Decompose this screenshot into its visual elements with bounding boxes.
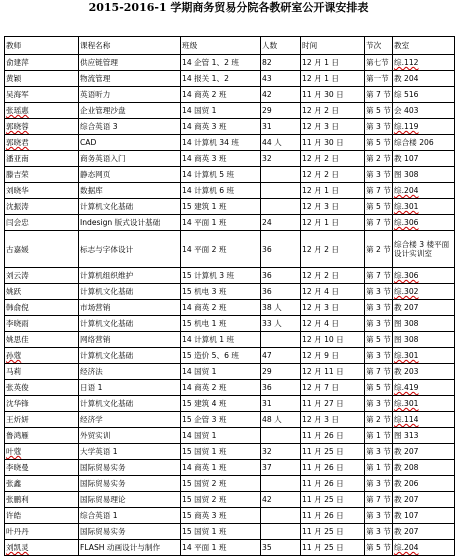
cell-class: 14 商英 3 班 (181, 151, 261, 167)
cell-teacher: 刘云涛 (5, 268, 79, 284)
cell-teacher: 马莉 (5, 364, 79, 380)
cell-class: 15 国贸 2 班 (181, 476, 261, 492)
cell-teacher: 张英俊 (5, 380, 79, 396)
cell-class: 15 国贸 1 班 (181, 444, 261, 460)
cell-room: 图 313 (393, 428, 455, 444)
cell-count: 42 (261, 87, 301, 103)
cell-course: 网络营销 (79, 332, 181, 348)
cell-time: 11 月 25 日 (301, 444, 365, 460)
cell-room: 综合楼 3 楼平面设计实训室 (393, 231, 455, 268)
cell-class: 15 企管 3 班 (181, 412, 261, 428)
cell-class: 15 建筑 1 班 (181, 199, 261, 215)
cell-period: 第 2 节 (365, 412, 393, 428)
cell-count: 36 (261, 380, 301, 396)
cell-count (261, 199, 301, 215)
cell-teacher: 郭晓君 (5, 135, 79, 151)
cell-time: 11 月 25 日 (301, 524, 365, 540)
cell-period: 第一节 (365, 71, 393, 87)
cell-period: 第 3 节 (365, 524, 393, 540)
cell-period: 第 3 节 (365, 348, 393, 364)
cell-class: 14 平面 1 班 (181, 540, 261, 556)
cell-teacher: 俞建萍 (5, 55, 79, 71)
cell-course: 市场营销 (79, 300, 181, 316)
cell-room: 综.306 (393, 215, 455, 231)
cell-teacher: 张瑶惠 (5, 103, 79, 119)
cell-period: 第 7 节 (365, 492, 393, 508)
table-row (5, 476, 455, 492)
cell-time: 12 月 2 日 (301, 151, 365, 167)
header-row (5, 37, 455, 55)
cell-time: 12 月 3 日 (301, 300, 365, 316)
cell-class: 15 计算机 3 班 (181, 268, 261, 284)
cell-time: 12 月 1 日 (301, 55, 365, 71)
cell-room: 教 207 (393, 300, 455, 316)
cell-room: 教 203 (393, 364, 455, 380)
cell-teacher: 鲁鸿雁 (5, 428, 79, 444)
cell-count: 38 人 (261, 300, 301, 316)
cell-class: 14 国贸 1 (181, 103, 261, 119)
cell-teacher: 刘晓华 (5, 183, 79, 199)
cell-course: 经济法 (79, 364, 181, 380)
cell-room: 会 403 (393, 103, 455, 119)
cell-teacher: 郭晓蓉 (5, 119, 79, 135)
cell-teacher: 张鑫 (5, 476, 79, 492)
table-row (5, 71, 455, 87)
table-row (5, 300, 455, 316)
cell-course: 经济学 (79, 412, 181, 428)
table-row (5, 167, 455, 183)
cell-course: 计算机组织维护 (79, 268, 181, 284)
cell-time: 12 月 2 日 (301, 231, 365, 268)
cell-class: 15 建筑 4 班 (181, 396, 261, 412)
cell-period: 第 7 节 (365, 364, 393, 380)
cell-period: 第 3 节 (365, 119, 393, 135)
table-row (5, 215, 455, 231)
document-title: 2015-2016-1 学期商务贸易分院各教研室公开课安排表 (88, 1, 369, 14)
cell-course: 日语 1 (79, 380, 181, 396)
table-row (5, 396, 455, 412)
table-row (5, 508, 455, 524)
cell-room: 综.306 (393, 268, 455, 284)
cell-period: 第 1 节 (365, 460, 393, 476)
cell-count (261, 508, 301, 524)
cell-class: 15 商英 3 班 (181, 508, 261, 524)
cell-time: 11 月 26 日 (301, 460, 365, 476)
cell-count: 24 (261, 215, 301, 231)
cell-teacher: 李晓曼 (5, 460, 79, 476)
table-row (5, 444, 455, 460)
cell-teacher: 叶蔻 (5, 444, 79, 460)
cell-course: 静态网页 (79, 167, 181, 183)
cell-count: 37 (261, 460, 301, 476)
cell-course: CAD (79, 135, 181, 151)
cell-class: 14 商英 2 班 (181, 300, 261, 316)
cell-room: 综.301 (393, 199, 455, 215)
cell-time: 12 月 1 日 (301, 215, 365, 231)
cell-room: 综合楼 206 (393, 135, 455, 151)
cell-period: 第 7 节 (365, 183, 393, 199)
cell-course: 计算机文化基础 (79, 396, 181, 412)
cell-period: 第 7 节 (365, 215, 393, 231)
cell-period: 第 3 节 (365, 316, 393, 332)
cell-count (261, 524, 301, 540)
cell-class: 15 造价 5、6 班 (181, 348, 261, 364)
cell-period: 第 3 节 (365, 167, 393, 183)
cell-room: 教 107 (393, 508, 455, 524)
cell-course: 企业管理沙盘 (79, 103, 181, 119)
table-row (5, 460, 455, 476)
table-row (5, 428, 455, 444)
cell-teacher: 潘亚南 (5, 151, 79, 167)
cell-course: 商务英语入门 (79, 151, 181, 167)
cell-time: 11 月 27 日 (301, 396, 365, 412)
cell-course: 国际贸易理论 (79, 492, 181, 508)
cell-period: 第 1 节 (365, 428, 393, 444)
table-row (5, 135, 455, 151)
cell-course: 综合英语 3 (79, 119, 181, 135)
cell-teacher: 韩俞倪 (5, 300, 79, 316)
header-room: 教室 (393, 37, 455, 55)
cell-room: 综.301 (393, 396, 455, 412)
cell-teacher: 张鹏利 (5, 492, 79, 508)
cell-period: 第 3 节 (365, 396, 393, 412)
cell-class: 14 国贸 1 (181, 428, 261, 444)
cell-teacher: 李晓雨 (5, 316, 79, 332)
cell-time: 12 月 3 日 (301, 119, 365, 135)
cell-course: 计算机文化基础 (79, 348, 181, 364)
table-row (5, 348, 455, 364)
cell-count: 47 (261, 348, 301, 364)
cell-room: 综.204 (393, 183, 455, 199)
cell-time: 12 月 3 日 (301, 199, 365, 215)
header-course: 课程名称 (79, 37, 181, 55)
cell-period: 第 2 节 (365, 151, 393, 167)
cell-time: 11 月 30 日 (301, 87, 365, 103)
cell-period: 第 5 节 (365, 332, 393, 348)
cell-time: 12 月 3 日 (301, 412, 365, 428)
cell-course: Indesign 版式设计基础 (79, 215, 181, 231)
cell-time: 12 月 1 日 (301, 71, 365, 87)
table-row (5, 284, 455, 300)
header-teacher: 教师 (5, 37, 79, 55)
cell-time: 12 月 4 日 (301, 284, 365, 300)
cell-time: 11 月 30 日 (301, 135, 365, 151)
cell-time: 12 月 7 日 (301, 380, 365, 396)
cell-teacher: 沈振涛 (5, 199, 79, 215)
table-row (5, 332, 455, 348)
cell-count: 29 (261, 364, 301, 380)
cell-room: 教 206 (393, 476, 455, 492)
cell-count: 82 (261, 55, 301, 71)
table-row (5, 524, 455, 540)
cell-room: 综.204 (393, 540, 455, 556)
cell-course: 标志与字体设计 (79, 231, 181, 268)
cell-time: 11 月 26 日 (301, 476, 365, 492)
cell-class: 14 企管 1、2 班 (181, 55, 261, 71)
cell-class: 14 计算机 5 班 (181, 167, 261, 183)
cell-course: 计算机文化基础 (79, 316, 181, 332)
cell-room: 教 207 (393, 492, 455, 508)
header-count: 人数 (261, 37, 301, 55)
cell-count: 36 (261, 268, 301, 284)
cell-room: 教 207 (393, 524, 455, 540)
cell-count: 32 (261, 151, 301, 167)
cell-count (261, 332, 301, 348)
table-row (5, 268, 455, 284)
cell-room: 教 204 (393, 71, 455, 87)
header-period: 节次 (365, 37, 393, 55)
cell-class: 14 计算机 1 班 (181, 332, 261, 348)
cell-count: 31 (261, 119, 301, 135)
cell-count: 32 (261, 444, 301, 460)
cell-class: 14 商英 3 班 (181, 119, 261, 135)
cell-room: 综.119 (393, 119, 455, 135)
cell-time: 12 月 1 日 (301, 183, 365, 199)
cell-teacher: 沈华锋 (5, 396, 79, 412)
cell-time: 11 月 25 日 (301, 492, 365, 508)
cell-room: 综 516 (393, 87, 455, 103)
cell-course: 大学英语 1 (79, 444, 181, 460)
cell-period: 第 3 节 (365, 300, 393, 316)
cell-course: 计算机文化基础 (79, 284, 181, 300)
cell-time: 12 月 9 日 (301, 348, 365, 364)
cell-period: 第 2 节 (365, 231, 393, 268)
cell-room: 综.112 (393, 55, 455, 71)
cell-class: 15 国贸 1 班 (181, 524, 261, 540)
cell-count (261, 183, 301, 199)
cell-count: 36 (261, 231, 301, 268)
cell-count (261, 476, 301, 492)
cell-period: 第 3 节 (365, 476, 393, 492)
cell-time: 12 月 4 日 (301, 316, 365, 332)
cell-course: 数据库 (79, 183, 181, 199)
cell-count: 42 (261, 492, 301, 508)
cell-course: FLASH 动画设计与制作 (79, 540, 181, 556)
table-row (5, 412, 455, 428)
cell-teacher: 滕吉荣 (5, 167, 79, 183)
cell-period: 第 7 节 (365, 268, 393, 284)
cell-room: 教 207 (393, 444, 455, 460)
cell-course: 外贸实训 (79, 428, 181, 444)
cell-time: 12 月 2 日 (301, 167, 365, 183)
cell-class: 14 计算机 6 班 (181, 183, 261, 199)
table-row (5, 231, 455, 268)
cell-teacher: 黄颖 (5, 71, 79, 87)
cell-room: 教 208 (393, 460, 455, 476)
cell-teacher: 闫会忠 (5, 215, 79, 231)
cell-room: 图 308 (393, 332, 455, 348)
cell-teacher: 姚跃 (5, 284, 79, 300)
cell-count: 36 (261, 284, 301, 300)
cell-period: 第 3 节 (365, 508, 393, 524)
cell-course: 物流管理 (79, 71, 181, 87)
table-row (5, 55, 455, 71)
cell-class: 14 商英 1 班 (181, 460, 261, 476)
cell-room: 图 308 (393, 167, 455, 183)
cell-class: 15 国贸 2 班 (181, 492, 261, 508)
cell-count: 31 (261, 396, 301, 412)
cell-room: 图 308 (393, 316, 455, 332)
cell-time: 12 月 10 日 (301, 332, 365, 348)
cell-class: 14 商英 2 班 (181, 87, 261, 103)
table-body (5, 55, 455, 556)
cell-period: 第 5 节 (365, 199, 393, 215)
cell-period: 第七节 (365, 55, 393, 71)
cell-class: 15 机电 1 班 (181, 316, 261, 332)
cell-period: 第 5 节 (365, 135, 393, 151)
cell-time: 12 月 11 日 (301, 364, 365, 380)
cell-room: 综.114 (393, 412, 455, 428)
table-row (5, 364, 455, 380)
cell-count (261, 167, 301, 183)
cell-count (261, 428, 301, 444)
cell-time: 12 月 2 日 (301, 268, 365, 284)
cell-teacher: 许皓 (5, 508, 79, 524)
cell-room: 教 107 (393, 151, 455, 167)
cell-count: 35 (261, 540, 301, 556)
cell-teacher: 孙蔻 (5, 348, 79, 364)
cell-count: 29 (261, 103, 301, 119)
cell-class: 14 平面 2 班 (181, 231, 261, 268)
cell-room: 综.301 (393, 348, 455, 364)
cell-course: 综合英语 1 (79, 508, 181, 524)
cell-class: 15 机电 3 班 (181, 284, 261, 300)
table-row (5, 380, 455, 396)
cell-teacher: 姚思佳 (5, 332, 79, 348)
cell-time: 11 月 26 日 (301, 508, 365, 524)
cell-period: 第 5 节 (365, 380, 393, 396)
cell-course: 国际贸易实务 (79, 460, 181, 476)
cell-count: 48 人 (261, 412, 301, 428)
cell-period: 第 5 节 (365, 103, 393, 119)
table-row (5, 316, 455, 332)
header-time: 时间 (301, 37, 365, 55)
cell-count: 43 (261, 71, 301, 87)
table-row (5, 119, 455, 135)
cell-period: 第 5 节 (365, 540, 393, 556)
cell-course: 计算机文化基础 (79, 199, 181, 215)
cell-time: 11 月 25 日 (301, 540, 365, 556)
cell-room: 综.302 (393, 284, 455, 300)
table-row (5, 183, 455, 199)
cell-course: 国际贸易实务 (79, 476, 181, 492)
cell-class: 14 报关 1、2 (181, 71, 261, 87)
cell-room: 综.419 (393, 380, 455, 396)
table-row (5, 87, 455, 103)
cell-class: 14 商英 2 班 (181, 380, 261, 396)
cell-course: 供应链管理 (79, 55, 181, 71)
cell-time: 12 月 2 日 (301, 103, 365, 119)
cell-class: 14 平面 1 班 (181, 215, 261, 231)
cell-count: 44 人 (261, 135, 301, 151)
cell-teacher: 叶丹丹 (5, 524, 79, 540)
cell-class: 14 国贸 1 (181, 364, 261, 380)
table-row (5, 492, 455, 508)
cell-course: 国际贸易实务 (79, 524, 181, 540)
cell-teacher: 古嘉媛 (5, 231, 79, 268)
table-row (5, 151, 455, 167)
cell-time: 11 月 26 日 (301, 428, 365, 444)
cell-teacher: 吴海军 (5, 87, 79, 103)
cell-class: 14 计算机 34 班 (181, 135, 261, 151)
cell-teacher: 王炘妍 (5, 412, 79, 428)
header-class: 班级 (181, 37, 261, 55)
cell-period: 第 7 节 (365, 87, 393, 103)
table-row (5, 103, 455, 119)
table-row (5, 199, 455, 215)
schedule-table (4, 36, 455, 556)
table-row (5, 540, 455, 556)
cell-teacher: 刘凯灵 (5, 540, 79, 556)
cell-period: 第 3 节 (365, 284, 393, 300)
cell-course: 英语听力 (79, 87, 181, 103)
cell-period: 第 3 节 (365, 444, 393, 460)
cell-count: 33 人 (261, 316, 301, 332)
